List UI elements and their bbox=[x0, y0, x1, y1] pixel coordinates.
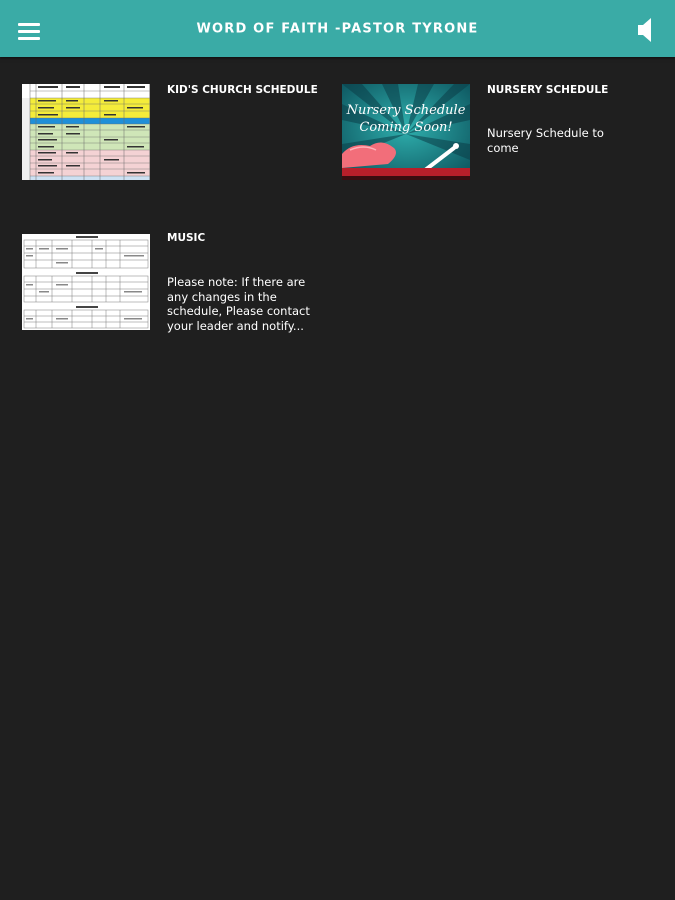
app-bar bbox=[0, 0, 675, 57]
music-schedule-document-thumbnail bbox=[22, 234, 150, 330]
item-title: KID'S CHURCH SCHEDULE bbox=[167, 84, 318, 96]
schedule-spreadsheet-thumbnail bbox=[22, 84, 150, 180]
item-description: Nursery Schedule to come bbox=[487, 126, 604, 155]
list-item-kids-church-schedule[interactable] bbox=[22, 84, 322, 184]
item-title: MUSIC bbox=[167, 232, 206, 244]
app-title: WORD OF FAITH -PASTOR TYRONE bbox=[196, 21, 479, 37]
item-title: NURSERY SCHEDULE bbox=[487, 84, 609, 96]
item-description: Please note: If there are any changes in the schedule, Please contact your leader and notify... bbox=[167, 275, 310, 333]
list-item-music[interactable] bbox=[22, 232, 322, 342]
speaker-icon bbox=[630, 16, 660, 44]
nursery-coming-soon-thumbnail bbox=[342, 84, 470, 180]
list-item-nursery-schedule[interactable] bbox=[342, 84, 642, 184]
audio-button[interactable] bbox=[630, 16, 660, 44]
svg-text:Coming Soon!: Coming Soon! bbox=[359, 120, 453, 135]
svg-text:Nursery Schedule: Nursery Schedule bbox=[346, 103, 466, 118]
hamburger-menu-icon-bar bbox=[18, 37, 40, 40]
